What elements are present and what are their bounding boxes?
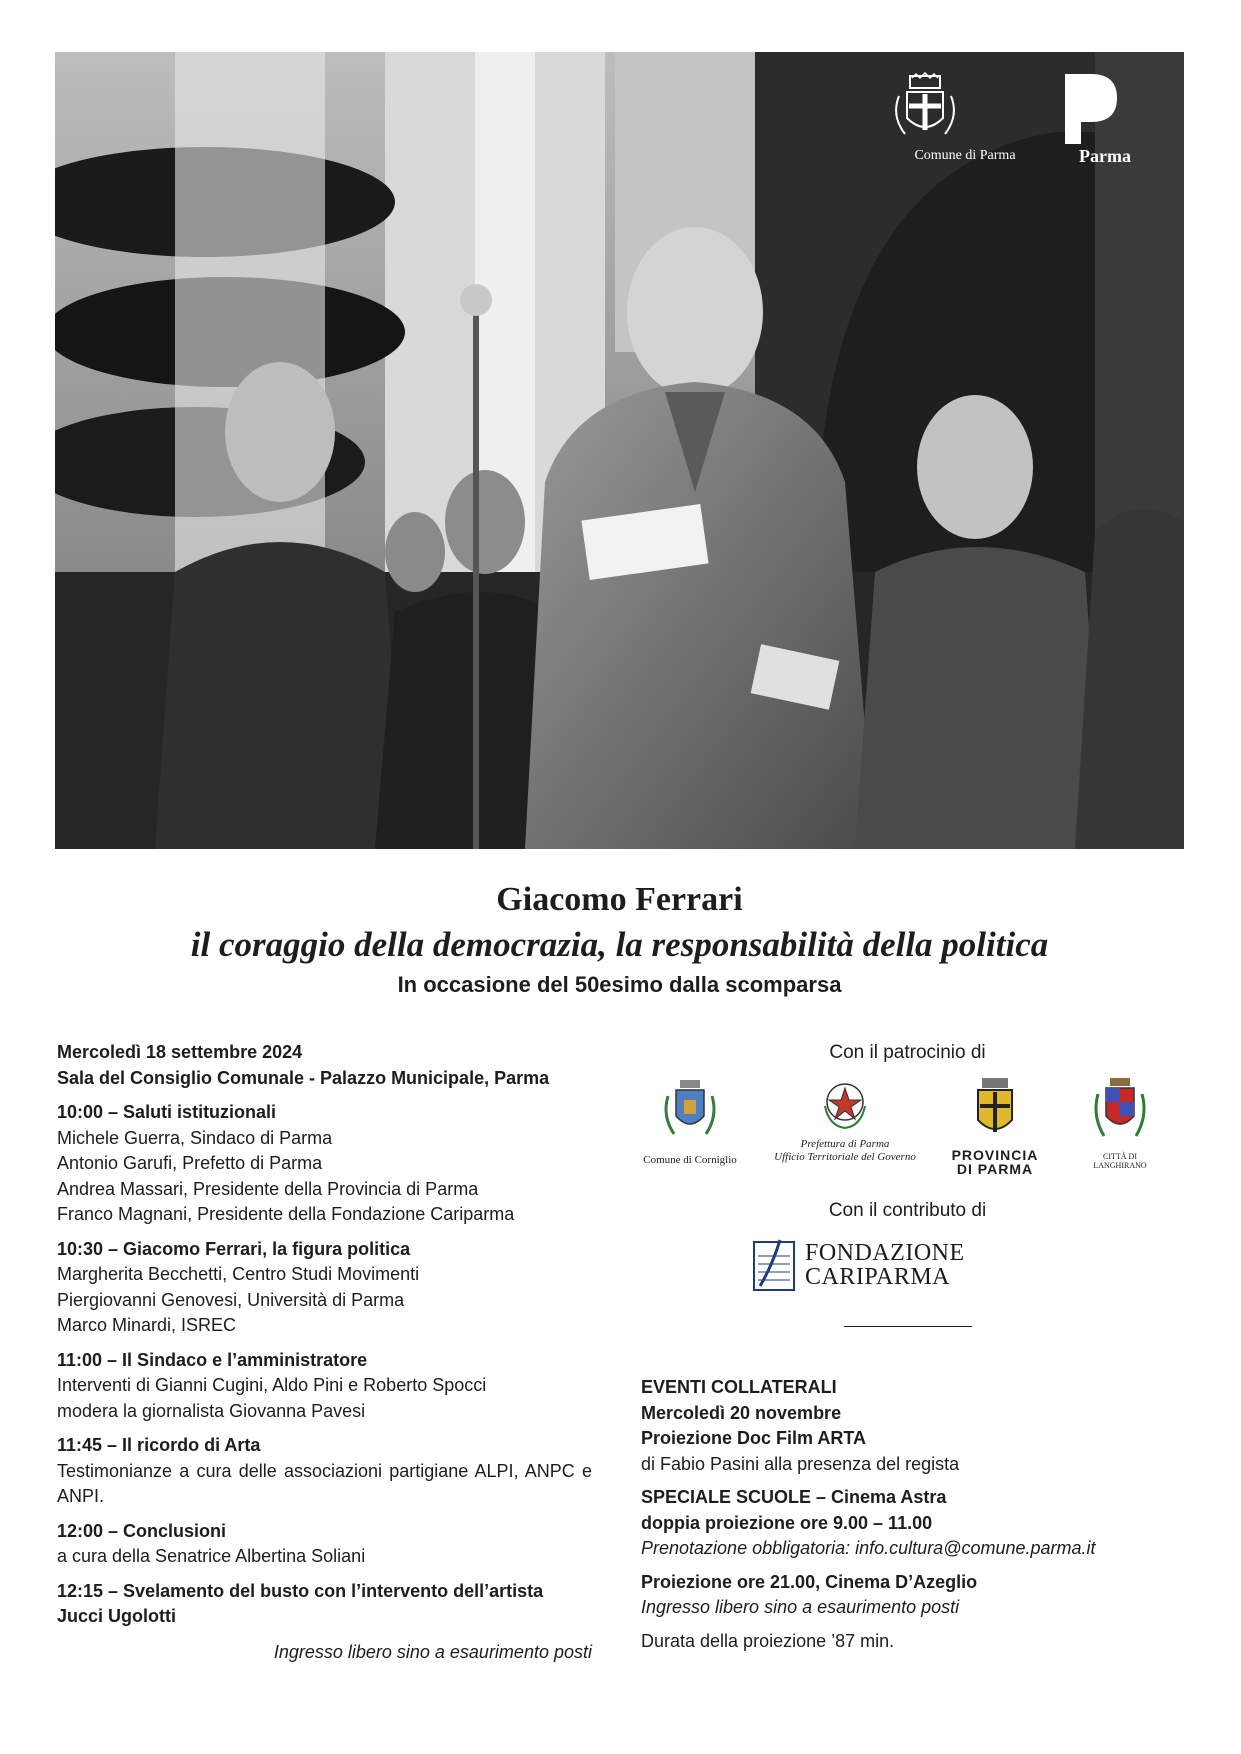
session-line: Interventi di Gianni Cugini, Aldo Pini e Roberto Spocci [57,1375,487,1395]
patron-corniglio-label: Comune di Corniglio [643,1154,737,1166]
comune-di-parma-logo [885,72,1045,164]
session-line: modera la giornalista Giovanna Pavesi [57,1400,366,1421]
duration-note: Durata della proiezione ’87 min. [641,1630,895,1651]
events-date: Mercoledì 20 novembre [641,1402,842,1423]
session-line: a cura della Senatrice Albertina Soliani [57,1546,366,1566]
schools-booking: Prenotazione obbligatoria: info.cultura@comune.parma.it [641,1538,1096,1558]
parma-brand-label: Parma [1079,146,1131,166]
comune-parma-crest-icon [885,72,965,144]
patronage-label: Con il patrocinio di [829,1042,986,1063]
schools-title: SPECIALE SCUOLE – Cinema Astra [641,1487,947,1507]
session-line: Testimonianze a cura delle associazioni partigiane ALPI, ANPC e ANPI. [57,1460,592,1506]
schools-times: doppia proiezione ore 9.00 – 11.00 [641,1512,933,1533]
fondazione-cariparma-logo [630,1236,1185,1306]
patron-langhirano-label-2: LANGHIRANO [1093,1161,1147,1170]
patron-provincia [940,1076,1050,1176]
comune-corniglio-crest-icon [660,1076,720,1148]
session-title: 11:00 – Il Sindaco e l’amministratore [57,1349,368,1370]
film-block [641,1401,1186,1478]
session-line: Michele Guerra, Sindaco di Parma [57,1127,333,1148]
session-title: 10:00 – Saluti istituzionali [57,1102,277,1122]
session-block [57,1100,592,1228]
program-footer-note: Ingresso libero sino a esaurimento posti [273,1641,592,1662]
evening-block [641,1570,1186,1621]
session-block [57,1237,592,1339]
fondazione-text [805,1241,965,1289]
film-detail: di Fabio Pasini alla presenza del regista [641,1453,960,1474]
session-line: Margherita Becchetti, Centro Studi Movimenti [57,1264,420,1284]
collateral-events [641,1375,1186,1654]
session-block [57,1348,592,1425]
sponsors-divider [844,1326,972,1327]
comune-parma-label: Comune di Parma [914,148,1016,163]
session-block [57,1579,592,1630]
session-title: 12:00 – Conclusioni [57,1520,227,1541]
provincia-parma-crest-icon [972,1076,1018,1142]
patron-logos [630,1076,1185,1186]
sponsors-column [630,1040,1185,1327]
session-line: Franco Magnani, Presidente della Fondazione Cariparma [57,1204,515,1224]
parma-brand-logo [1055,70,1155,167]
fondazione-cariparma-logo-icon [750,1236,800,1296]
session-title: 12:15 – Svelamento del busto con l’intervento dell’artista Jucci Ugolotti [57,1580,544,1626]
patron-prefettura-label-2: Ufficio Territoriale del Governo [774,1151,916,1163]
session-block [57,1519,592,1570]
occasion-line: In occasione del 50esimo dalla scomparsa [397,972,842,997]
parma-p-logo-icon [1055,70,1125,144]
session-title: 10:30 – Giacomo Ferrari, la figura politica [57,1238,411,1259]
patron-langhirano-label-1: CITTÀ DI [1103,1152,1137,1161]
session-line: Andrea Massari, Presidente della Provincia di Parma [57,1178,479,1199]
evening-note: Ingresso libero sino a esaurimento posti [641,1597,960,1617]
fondazione-line-1: FONDAZIONE [805,1240,965,1266]
main-title: Giacomo Ferrari [496,881,743,918]
repubblica-italiana-emblem-icon [815,1076,875,1132]
program-date: Mercoledì 18 settembre 2024 [57,1042,303,1062]
langhirano-crest-icon [1092,1076,1148,1146]
patron-prefettura-label-1: Prefettura di Parma [800,1138,890,1150]
fondazione-line-2: CARIPARMA [805,1264,950,1290]
patron-langhirano [1075,1076,1165,1170]
session-line: Piergiovanni Genovesi, Università di Parma [57,1289,405,1310]
title-area [55,878,1184,1002]
session-block [57,1433,592,1510]
session-line: Marco Minardi, ISREC [57,1315,237,1335]
hero-photo [55,52,1184,849]
program-venue: Sala del Consiglio Comunale - Palazzo Municipale, Parma [57,1067,550,1088]
subtitle: il coraggio della democrazia, la responsabilità della politica [190,925,1049,964]
evening-title: Proiezione ore 21.00, Cinema D’Azeglio [641,1571,978,1592]
events-heading: EVENTI COLLATERALI [641,1377,837,1397]
historic-rally-photo [55,52,1184,849]
patron-prefettura [770,1076,920,1164]
film-title: Proiezione Doc Film ARTA [641,1428,867,1448]
contribution-label: Con il contributo di [828,1200,987,1221]
session-title: 11:45 – Il ricordo di Arta [57,1435,261,1455]
schools-block [641,1485,1186,1562]
session-line: Antonio Garufi, Prefetto di Parma [57,1153,323,1173]
program-column [57,1040,592,1665]
patron-provincia-label-1: PROVINCIA [951,1147,1039,1163]
patron-corniglio [630,1076,750,1166]
patron-provincia-label-2: DI PARMA [956,1161,1034,1177]
